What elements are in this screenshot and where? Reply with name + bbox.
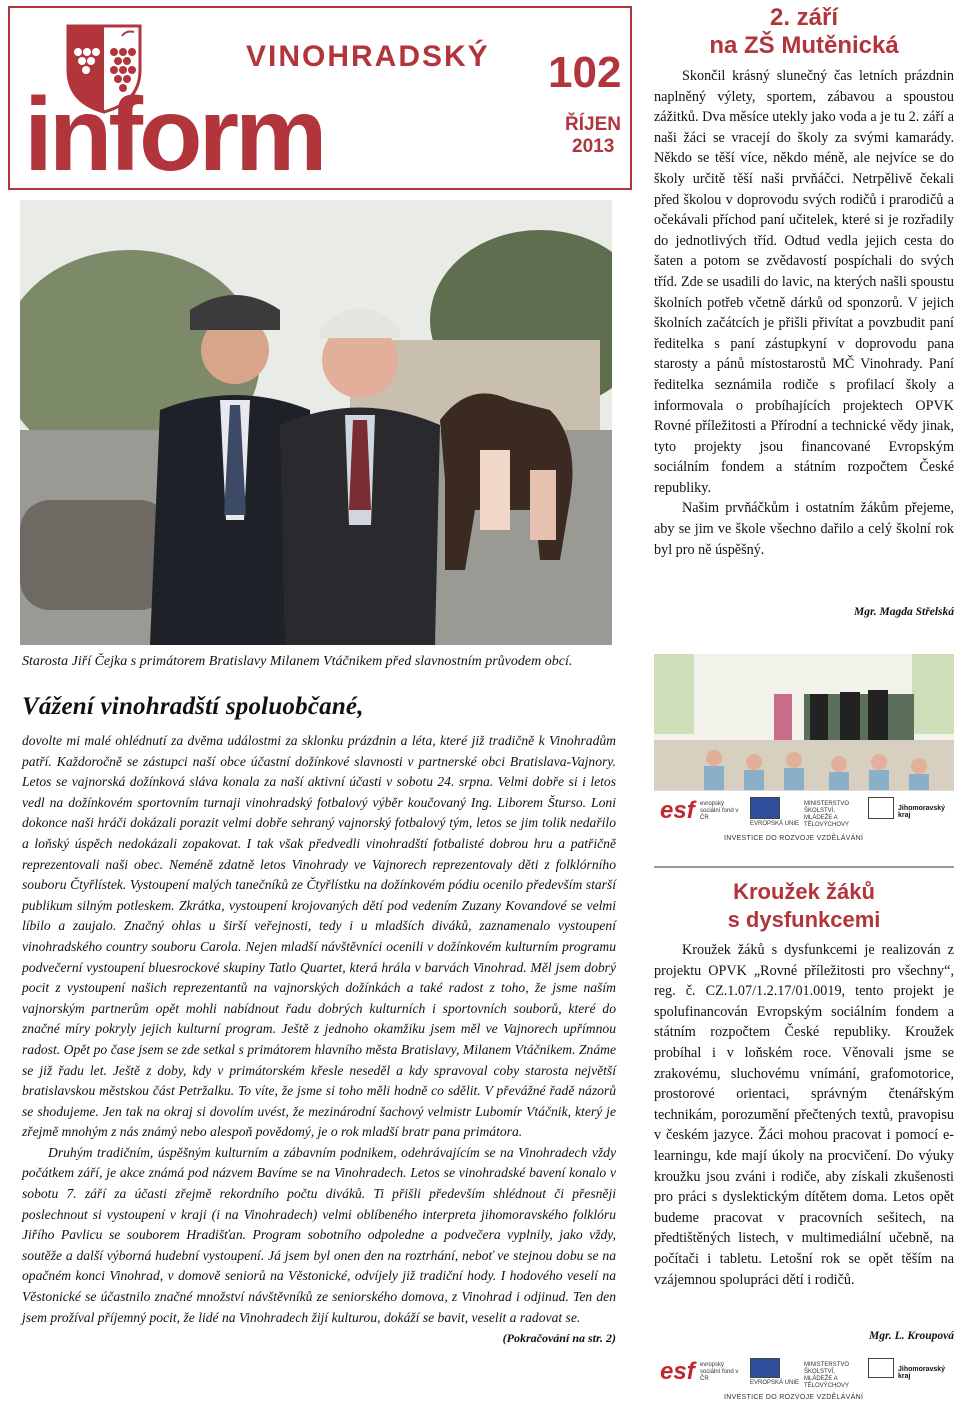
esf-logo-strip-bottom bbox=[654, 1354, 954, 1406]
club-article-title: Kroužek žáků bbox=[733, 879, 875, 904]
school-article-title-2: na ZŠ Mutěnická bbox=[709, 32, 899, 59]
editorial-paragraph: dovolte mi malé ohlédnutí za dvěma událostmi za sklonku prázdnin a léta, které již tradičně k Vinohradům patří. Každoročně se zástupci naší obce účastní dožínkové slavnosti v partnerské obci Bratislava-Vajnory. Letos se vajnorská dožínková sláva konala za naší aktivní účasti v sobotu 24. srpna. Velmi dobře si i letos vedl na dožínkovém sportovním turnaji vinohradský fotbalový výběr koučovaný Ing. Liborem Šturso. Loni dokonce naši hráči dokázali porazit velmi dobře sehraný vajnorský fotbalový tým, letos se jim tolik nedařilo a loňský úspěch nedokázali zopakovat. I tak však předvedli vinohradští fotbalisté dobrou hru a patřičně reprezentovali naši obec. Neméně zdatně letos Vinohrady ve Vajnorech reprezentovaly děti z folklórního souboru Čtyřlístek. Vystoupení malých tanečníků ze Čtyřlístku na dožínkovém pódiu ocenilo především starší publikum silným potleskem. Zkrátka, vystoupení krojovaných dětí pod vedením Zuzany Kovandové se velmi líbilo a zaujalo. Značný ohlas u širší veřejnosti, tedy i u mladších diváků, zaznamenalo vystoupení vinohradského country souboru Carola. Nejen mladší návštěvníci ocenili v dožínkovém kulturním programu podvečerní vystoupení bluesrockové skupiny Tatlo Quartet, která hrála v barvách Vinohrad. Měl jsem dobrý pocit z vystoupení našich reprezentantů na vajnorských dožínkách a také radost z toho, že jsme naším vajnorským partnerům opět mohli nabídnout řadu dobrých kulturních i sportovních souborů, které do značné míry pokryly jejich kulturní program. Ještě z jednoho okamžiku jsem měl ve Vajnorech upřímnou radost. Opět po čase jsem se zde setkal s primátorem hlavního města Bratislavy, Milanem Vtáčnikem. Známe se již řadu let. Ještě z doby, kdy v primátorském křesle neseděl a kdy spravoval coby starosta největší bratislavskou městskou část Petržalku. To víte, že jsme si toho měli hodně co sdělit. V převážné řadě názorů se shodujeme. Jen tak na okraj si dovolím uvést, že mezinárodní šachový velmistr Lubomír Vtáčnik, který je zřejmě mnohým z nás známý nebo alespoň povědomý, je o rok mladší bratr pana primátora. bbox=[22, 733, 616, 1140]
club-article-signature: Mgr. L. Kroupová bbox=[869, 1330, 954, 1342]
msmt-label: MINISTERSTVO ŠKOLSTVÍ, MLÁDEŽE A TĚLOVÝCHOVY bbox=[804, 1362, 850, 1389]
eu-flag-icon bbox=[750, 797, 780, 819]
editorial-title: Vážení vinohradští spoluobčané, bbox=[22, 693, 364, 720]
op-logo-icon bbox=[868, 797, 894, 819]
esf-logo bbox=[660, 797, 695, 825]
esf-footer: INVESTICE DO ROZVOJE VZDĚLÁVÁNÍ bbox=[724, 835, 864, 842]
club-article-paragraph: Kroužek žáků s dysfunkcemi je realizován z projektu OPVK „Rovné příležitosti pro všechny“, reg. č. CZ.1.07/1.2.17/01.0019, tento projekt je spolufinancován Evropským sociálním fondem a státním rozpočtem České republiky. Kroužek probíhal i v loňském roce. Věnovali jsme se zrakovému, sluchovému vnímání, grafomotorice, prostorové orientaci, správným čtenářským technikám, porozumění přečtených textů, pravopisu v českém jazyce. Žáci mohou pracovat i pomocí e-learningu, kde mají úkoly na procvičení. Do výuky kroužku jsou zváni i rodiče, aby získali zkušenosti pro práci s dyslektickým dítětem doma. Letos opět budeme pracovat v pracovních sešitech, na předtištěných listech, v multimediální učebně, na počítači i tabletu. Letošní rok se opět těším na vzájemnou spolupráci dětí i rodičů. bbox=[654, 942, 954, 1288]
esf-subtitle: evropský sociální fond v ČR bbox=[700, 801, 739, 821]
main-photo bbox=[20, 200, 612, 645]
editorial-paragraph-text: Druhým tradičním, úspěšným kulturním a zábavním podnikem, odehrávajícím se na Vinohradech vždy počátkem září, je akce známá pod názvem Bavíme se na Vinohradech. Letos se vinohradské bavení konalo v sobotu 7. září za účasti zřejmě rekordního počtu diváků. Ti přišli především shlédnout či přesněji poslechnout si vystoupení v kraji (i na Vinohradech) velmi oblíbeného interpreta jihomoravského folklóru Jiřího Pavlicu se souborem Hradišťan. Program sobotního odpoledne a podvečera vyplnily, jako vždy, soutěže a další výborná hudební vystoupení. Já jsem byl onen den na roztrhání, neboť ve stejnou dobu se na opačném konci Vinohrad, v domově seniorů na Věstonické, odvíjely již tradiční hody. I hodového veselí na Věstonické se účastnilo značné množství návštěvníků ze seniorského domova, z Vinohrad i odjinud. Ten den jsem prožíval příjemný pocit, že lidé na Vinohradech žijí kulturou, dokáží se bavit, veselit a radovat se. bbox=[22, 1144, 616, 1325]
inform-wordmark bbox=[24, 86, 504, 178]
club-article-title-2: s dysfunkcemi bbox=[727, 907, 881, 932]
school-article-paragraph: Skončil krásný slunečný čas letních prázdnin naplněný výlety, sportem, zábavou a spoustou zážitků. Dva měsíce utekly jako voda a je tu 2. září a naši žáci se vracejí do školy za svými kamarády. Někdo se těší více, někdo méně, ale nejvíce se do školy určitě těší naši prvňáčci. Netrpělivě čekali před školou v doprovodu svých rodičů i prarodičů a očekávali příchod paní učitelek, které si je rozřadily do jednotlivých tříd. Odtud vedla jejich cesta do šaten a potom se zvědavostí pospíchali do svých tříd. Zde se usadili do lavic, na kterých našli spoustu školních potřeb včetně dárků od sponzorů. V jejich školních začátcích je přišli přivítat a povzbudit paní ředitelka s paní zástupkyní v doprovodu pana starosty a pánů místostarostů MČ Vinohrady. Paní ředitelka seznámila rodiče s profilací školy a informovala o probíhajících projektech OPVK Rovné příležitosti a Přírodní a technické vědy jinak, tyto projekty jsou financované Evropským sociálním fondem a státním rozpočtem České republiky. bbox=[654, 68, 954, 496]
school-article-body bbox=[654, 66, 954, 560]
eu-flag-icon bbox=[750, 1358, 780, 1378]
msmt-label: MINISTERSTVO ŠKOLSTVÍ, MLÁDEŽE A TĚLOVÝCHOVY bbox=[804, 801, 850, 828]
issue-month: ŘÍJEN bbox=[565, 114, 621, 135]
issue-year: 2013 bbox=[572, 136, 615, 157]
editorial-paragraph bbox=[22, 1143, 616, 1346]
brand-top-text: VINOHRADSKÝ bbox=[246, 40, 490, 73]
divider bbox=[654, 866, 954, 868]
eu-label: EVROPSKÁ UNIE bbox=[750, 1380, 800, 1386]
jmk-label: Jihomoravský kraj bbox=[898, 805, 946, 819]
editorial-body bbox=[22, 731, 616, 1346]
esf-subtitle: evropský sociální fond v ČR bbox=[700, 1362, 739, 1382]
esf-logo bbox=[660, 1358, 695, 1386]
inform-wordmark-text: inform bbox=[24, 86, 324, 178]
school-article-title: 2. září bbox=[769, 4, 839, 31]
continued-note: (Pokračování na str. 2) bbox=[502, 1331, 616, 1346]
esf-logo-text: esf bbox=[660, 1358, 695, 1385]
esf-logo-strip bbox=[654, 790, 954, 850]
issue-number: 102 bbox=[548, 48, 622, 97]
masthead bbox=[8, 6, 632, 190]
school-article-paragraph: Našim prvňáčkům i ostatním žákům přejeme, aby se jim ve škole všechno dařilo a celý školní rok byl pro ně úspěšný. bbox=[654, 500, 954, 558]
jmk-label: Jihomoravský kraj bbox=[898, 1366, 946, 1380]
club-article-body bbox=[654, 940, 954, 1290]
op-logo-icon bbox=[868, 1358, 894, 1378]
eu-label: EVROPSKÁ UNIE bbox=[750, 821, 800, 827]
photo-caption: Starosta Jiří Čejka s primátorem Bratislavy Milanem Vtáčnikem před slavnostním průvodem obcí. bbox=[22, 654, 573, 669]
esf-logo-text: esf bbox=[660, 797, 695, 824]
editorial bbox=[22, 693, 616, 1349]
esf-footer: INVESTICE DO ROZVOJE VZDĚLÁVÁNÍ bbox=[724, 1394, 864, 1401]
school-article-signature: Mgr. Magda Střelská bbox=[853, 606, 954, 618]
